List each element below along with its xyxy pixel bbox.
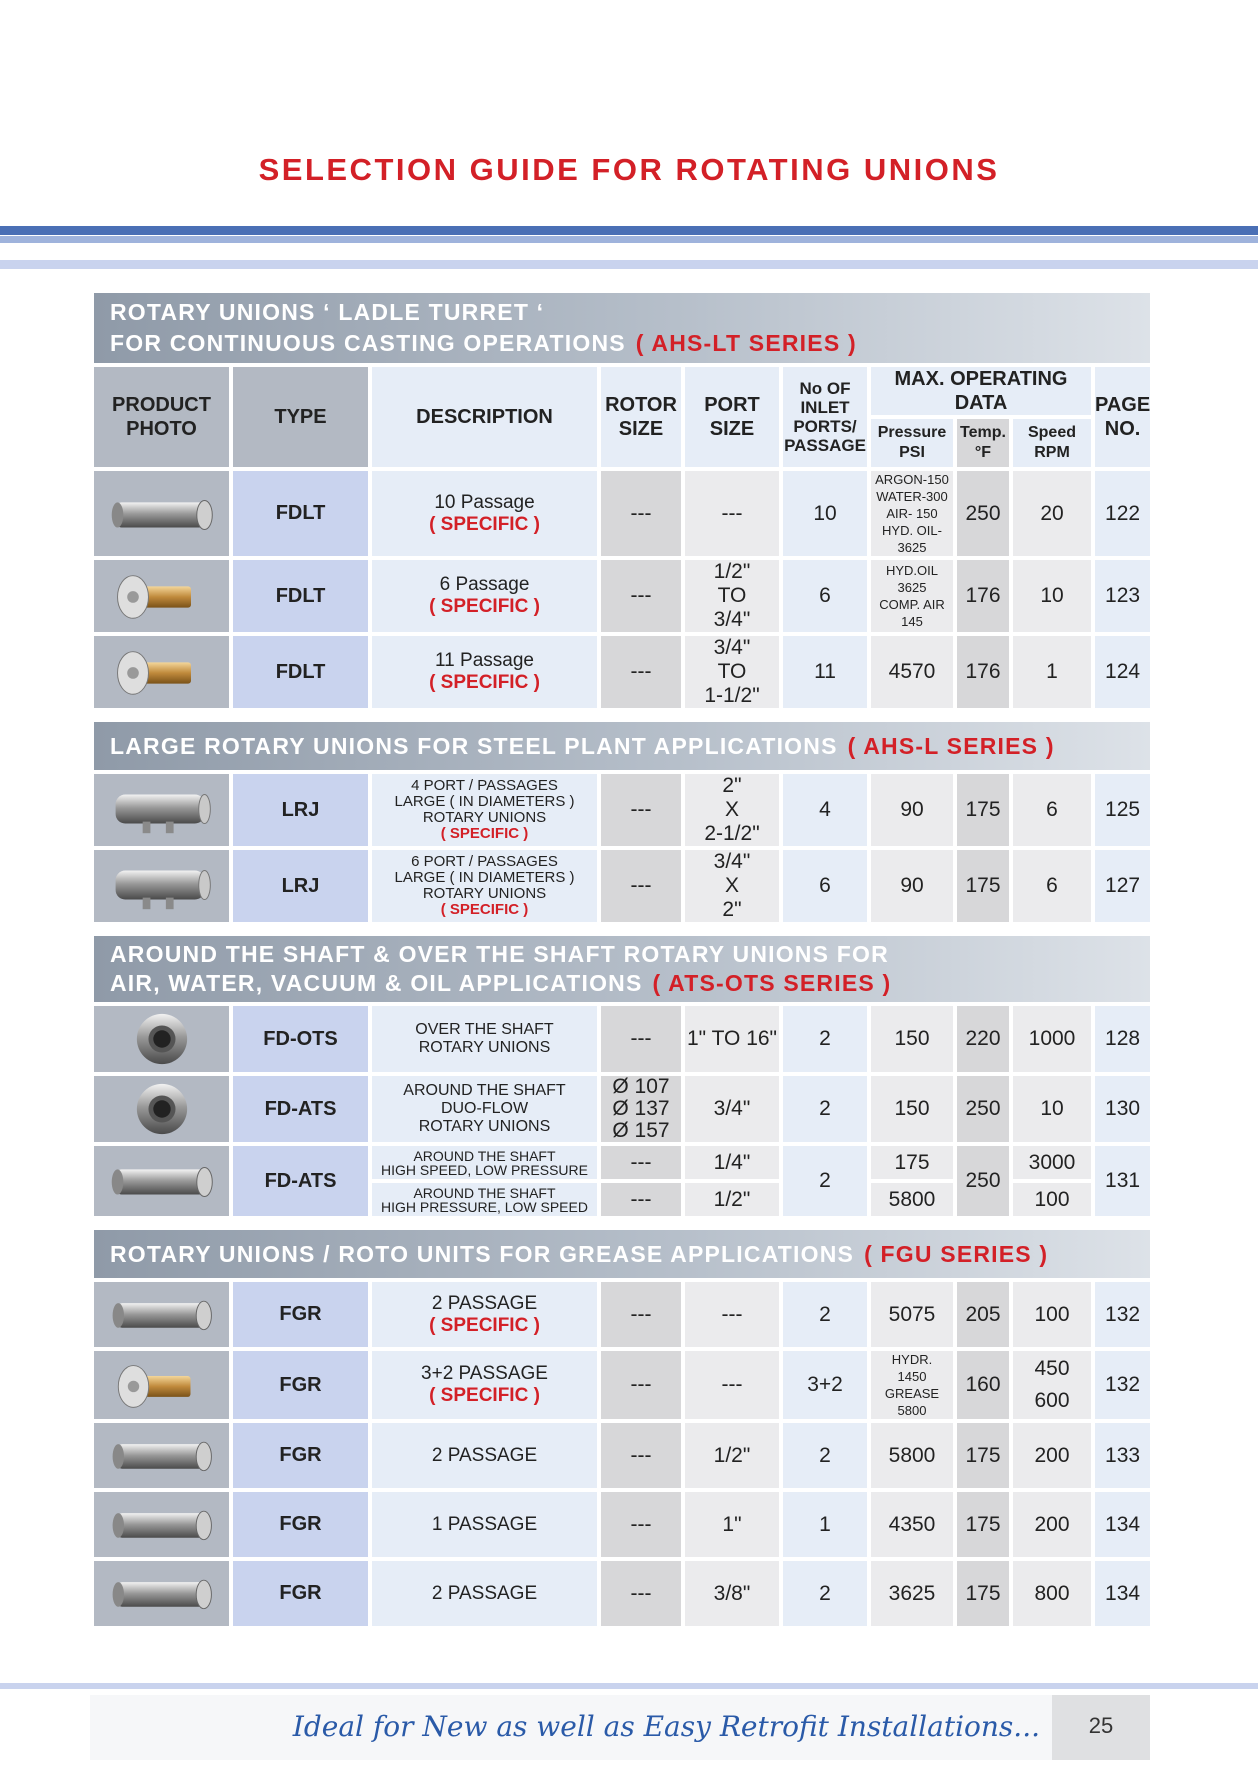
rotor-size-cell: --- [601,1183,681,1216]
port-size-cell [685,636,779,708]
port-size-cell: 1" [685,1492,779,1557]
section-header [94,722,1150,770]
product-image [103,1080,221,1138]
table-row [94,850,1150,922]
port-size-cell: --- [685,471,779,556]
pressure-cell [871,471,953,556]
speed-cell: 1000 [1013,1006,1091,1072]
section-spacer [94,712,1150,718]
rotor-size-cell: --- [601,1146,681,1179]
table-row [94,1351,1150,1419]
port-size-cell: --- [685,1351,779,1419]
description-text: 2 PASSAGE [431,1582,538,1604]
product-image [103,1496,221,1553]
around-the-shaft-duo-flow-photo [94,1076,229,1142]
pressure-cell: 175 [871,1146,953,1179]
cell-line: 2-1/2" [704,822,760,845]
section-title-line2: FOR CONTINUOUS CASTING OPERATIONS [110,330,626,356]
cell-line: HYD.OIL [885,563,938,578]
ladle-turret-union-10-passage-photo [94,471,229,556]
type-cell: FDLT [233,560,368,632]
rotor-size-cell: --- [601,636,681,708]
cell-line: TO [717,660,747,683]
speed-cell: 6 [1013,774,1091,846]
pressure-cell [871,560,953,632]
inlet-ports-cell: 4 [783,774,867,846]
page-no-cell: 124 [1095,636,1150,708]
description-note: ( SPECIFIC ) [429,1385,540,1406]
cell-line: OVER THE SHAFT [415,1021,554,1038]
description-note: ( SPECIFIC ) [440,825,529,842]
table-row [94,1423,1150,1488]
table-row [94,1006,1150,1072]
cell-line: 450 [1034,1357,1070,1380]
cell-line: LARGE ( IN DIAMETERS ) [394,793,575,810]
product-image [103,781,221,839]
temp-cell: 205 [957,1282,1009,1347]
inlet-ports-cell: 2 [783,1006,867,1072]
cell-line: GREASE [884,1386,940,1401]
speed-cell: 20 [1013,471,1091,556]
table-row [94,774,1150,846]
temp-cell: 250 [957,471,1009,556]
inlet-ports-cell: 11 [783,636,867,708]
pressure-cell: 150 [871,1076,953,1142]
section-series-label: ( AHS-L SERIES ) [847,732,1055,759]
cell-line: 1/2" [713,560,751,583]
type-cell: FGR [233,1492,368,1557]
temp-cell: 176 [957,560,1009,632]
temp-cell: 220 [957,1006,1009,1072]
product-image [103,1357,221,1414]
inlet-ports-cell: 6 [783,560,867,632]
page-no-cell: 132 [1095,1282,1150,1347]
page-no-cell: 134 [1095,1492,1150,1557]
pressure-cell: 4570 [871,636,953,708]
cell-line: HIGH SPEED, LOW PRESSURE [381,1161,588,1178]
description-cell [372,1561,597,1626]
temp-cell: 176 [957,636,1009,708]
pressure-cell: 90 [871,774,953,846]
port-size-cell [685,850,779,922]
cell-line: COMP. AIR [879,597,945,612]
speed-cell: 100 [1013,1183,1091,1216]
table-row [94,1076,1150,1142]
page-no-cell: 134 [1095,1561,1150,1626]
cell-line: 4 PORT / PASSAGES [411,777,558,794]
inlet-ports-cell: 2 [783,1282,867,1347]
description-cell [372,560,597,632]
cell-line: TO [717,584,747,607]
rotor-size-cell: --- [601,1492,681,1557]
cell-line: AIR- 150 [886,506,938,521]
cell-line: HIGH PRESSURE, LOW SPEED [381,1198,588,1215]
temp-cell: 250 [957,1076,1009,1142]
cell-line: 1-1/2" [704,684,760,707]
header-pressure: Pressure PSI [871,419,953,467]
type-cell: FGR [233,1423,368,1488]
pressure-cell: 5075 [871,1282,953,1347]
around-the-shaft-high-speed-photo [94,1146,229,1216]
port-size-cell [685,560,779,632]
cell-line: 145 [901,614,923,629]
type-cell: FD-ATS [233,1146,368,1216]
header-inlet-ports: No OF INLET PORTS/ PASSAGE [783,367,867,467]
speed-cell: 6 [1013,850,1091,922]
header-port-size: PORT SIZE [685,367,779,467]
cell-line: ARGON-150 [875,472,949,487]
page-title: SELECTION GUIDE FOR ROTATING UNIONS [258,152,1000,187]
cell-line: 5800 [897,1403,927,1418]
product-image [103,485,221,543]
rotor-size-cell: --- [601,1423,681,1488]
page-no-cell: 122 [1095,471,1150,556]
description-note: ( SPECIFIC ) [429,1314,540,1336]
description-cell [372,1423,597,1488]
inlet-ports-cell: 10 [783,471,867,556]
section-series-label: ( FGU SERIES ) [864,1240,1049,1267]
rotor-size-cell: --- [601,471,681,556]
pressure-cell: 5800 [871,1183,953,1216]
cell-line: Ø 107 [612,1075,670,1098]
product-image [103,1286,221,1343]
type-cell: LRJ [233,850,368,922]
rotor-size-cell [601,1076,681,1142]
page-no-cell: 133 [1095,1423,1150,1488]
inlet-ports-cell: 2 [783,1076,867,1142]
section-spacer [94,1220,1150,1226]
cell-line: 3/4" [713,850,751,873]
pressure-cell: 4350 [871,1492,953,1557]
port-size-cell: --- [685,1282,779,1347]
inlet-ports-cell: 2 [783,1423,867,1488]
pressure-cell: 150 [871,1006,953,1072]
over-the-shaft-union-photo [94,1006,229,1072]
section-header [94,936,1150,1002]
inlet-ports-cell: 6 [783,850,867,922]
section-title-line2: AIR, WATER, VACUUM & OIL APPLICATIONS [110,970,643,996]
cell-line: 2" [722,898,742,921]
description-text: 1 PASSAGE [431,1513,538,1535]
description-cell [372,1146,597,1179]
pressure-cell: 3625 [871,1561,953,1626]
port-size-cell: 1/2" [685,1423,779,1488]
section-title: ROTARY UNIONS / ROTO UNITS FOR GREASE APPLICATIONS [110,1240,855,1267]
cell-line: DUO-FLOW [440,1100,529,1117]
grease-union-2-passage-photo [94,1282,229,1347]
ladle-turret-union-6-passage-photo [94,560,229,632]
header-stripe-light [0,260,1258,269]
rotor-size-cell: --- [601,1351,681,1419]
table-row [94,1146,1150,1179]
port-size-cell: 1/2" [685,1183,779,1216]
table-row [94,560,1150,632]
cell-line: AROUND THE SHAFT [413,1184,556,1201]
inlet-ports-cell: 3+2 [783,1351,867,1419]
page-no-cell: 131 [1095,1146,1150,1216]
page-no-cell: 123 [1095,560,1150,632]
cell-line: ROTARY UNIONS [418,1118,551,1135]
description-text: 6 Passage [439,574,530,595]
type-cell: FGR [233,1282,368,1347]
header-type: TYPE [233,367,368,467]
type-cell: FDLT [233,471,368,556]
cell-line: X [724,874,739,897]
cell-line: ROTARY UNIONS [422,809,547,826]
product-image [103,1565,221,1622]
table-row [94,471,1150,556]
cell-line: 600 [1034,1389,1070,1412]
description-cell [372,1076,597,1142]
product-image [103,567,221,625]
speed-cell: 10 [1013,1076,1091,1142]
cell-line: LARGE ( IN DIAMETERS ) [394,869,575,886]
description-cell [372,1351,597,1419]
cell-line: 3/4" [713,608,751,631]
grease-union-1-passage-photo [94,1492,229,1557]
product-image [103,1152,221,1210]
description-cell [372,774,597,846]
table-row [94,1492,1150,1557]
description-text: 10 Passage [434,491,535,513]
header-rotor-size: ROTOR SIZE [601,367,681,467]
cell-line: Ø 137 [612,1097,670,1120]
type-cell: FDLT [233,636,368,708]
type-cell: LRJ [233,774,368,846]
page-number: 25 [1088,1713,1114,1738]
temp-cell: 175 [957,774,1009,846]
rotor-size-cell: --- [601,1561,681,1626]
footer-stripe [0,1683,1258,1689]
product-image [103,857,221,915]
header-stripe-dark [0,226,1258,235]
speed-cell: 3000 [1013,1146,1091,1179]
rotor-size-cell: --- [601,1282,681,1347]
inlet-ports-cell: 2 [783,1146,867,1216]
description-cell [372,471,597,556]
temp-cell: 250 [957,1146,1009,1216]
pressure-cell [871,1351,953,1419]
rotor-size-cell: --- [601,560,681,632]
section-spacer [94,926,1150,932]
type-cell: FD-ATS [233,1076,368,1142]
speed-cell: 100 [1013,1282,1091,1347]
cell-line: HYDR. [891,1352,933,1367]
product-image [103,1010,221,1068]
rotor-size-cell: --- [601,1006,681,1072]
description-cell [372,850,597,922]
description-text: 11 Passage [435,650,534,671]
section-header [94,1230,1150,1278]
cell-line: 1450 [897,1369,927,1384]
speed-cell: 10 [1013,560,1091,632]
description-note: ( SPECIFIC ) [440,901,529,918]
pressure-cell: 90 [871,850,953,922]
description-text: 3+2 PASSAGE [421,1363,548,1384]
large-rotary-union-6-port-photo [94,850,229,922]
cell-line: 2" [722,774,742,797]
header-product-photo: PRODUCT PHOTO [94,367,229,467]
cell-line: WATER-300 [876,489,948,504]
speed-cell: 1 [1013,636,1091,708]
temp-cell: 175 [957,1561,1009,1626]
temp-cell: 175 [957,850,1009,922]
section-title: AROUND THE SHAFT & OVER THE SHAFT ROTARY UNIONS FOR [110,941,889,967]
page-no-cell: 128 [1095,1006,1150,1072]
header-page-no: PAGE NO. [1095,367,1150,467]
port-size-cell: 3/8" [685,1561,779,1626]
cell-line: ROTARY UNIONS [422,885,547,902]
rotor-size-cell: --- [601,774,681,846]
section-title: LARGE ROTARY UNIONS FOR STEEL PLANT APPLICATIONS [110,732,838,759]
description-cell [372,1492,597,1557]
header-temp: Temp. °F [957,419,1009,467]
cell-line: HYD. OIL-3625 [882,523,942,555]
speed-cell [1013,1351,1091,1419]
section-series-label: ( ATS-OTS SERIES ) [652,970,892,996]
speed-cell: 200 [1013,1423,1091,1488]
selection-guide-table [90,289,1154,1630]
description-note: ( SPECIFIC ) [429,672,540,693]
grease-union-3-2-passage-photo [94,1351,229,1419]
page-no-cell: 132 [1095,1351,1150,1419]
rotor-size-cell: --- [601,850,681,922]
header-speed: Speed RPM [1013,419,1091,467]
type-cell: FGR [233,1351,368,1419]
description-cell [372,1183,597,1216]
section-title: ROTARY UNIONS ‘ LADLE TURRET ‘ [110,299,545,325]
cell-line: 6 PORT / PASSAGES [411,853,558,870]
cell-line: 3/4" [713,636,751,659]
ladle-turret-union-11-passage-photo [94,636,229,708]
product-image [103,1427,221,1484]
type-cell: FD-OTS [233,1006,368,1072]
description-cell [372,636,597,708]
product-image [103,643,221,701]
cell-line: ROTARY UNIONS [418,1039,551,1056]
type-cell: FGR [233,1561,368,1626]
cell-line: AROUND THE SHAFT [403,1082,566,1099]
inlet-ports-cell: 1 [783,1492,867,1557]
port-size-cell [685,774,779,846]
header-description: DESCRIPTION [372,367,597,467]
table-row [94,636,1150,708]
table-row [94,1561,1150,1626]
speed-cell: 800 [1013,1561,1091,1626]
temp-cell: 175 [957,1423,1009,1488]
port-size-cell: 1" TO 16" [685,1006,779,1072]
description-note: ( SPECIFIC ) [429,513,540,535]
header-stripe-mid [0,236,1258,243]
description-text: 2 PASSAGE [431,1292,538,1314]
port-size-cell: 3/4" [685,1076,779,1142]
section-header [94,293,1150,363]
temp-cell: 160 [957,1351,1009,1419]
table-row [94,1282,1150,1347]
cell-line: X [724,798,739,821]
large-rotary-union-4-port-photo [94,774,229,846]
section-series-label: ( AHS-LT SERIES ) [635,330,857,356]
speed-cell: 200 [1013,1492,1091,1557]
header-max-operating-data: MAX. OPERATING DATA [871,367,1091,415]
description-text: 2 PASSAGE [431,1444,538,1466]
page-no-cell: 127 [1095,850,1150,922]
inlet-ports-cell: 2 [783,1561,867,1626]
port-size-cell: 1/4" [685,1146,779,1179]
description-note: ( SPECIFIC ) [429,596,540,617]
page-no-cell: 130 [1095,1076,1150,1142]
temp-cell: 175 [957,1492,1009,1557]
pressure-cell: 5800 [871,1423,953,1488]
description-cell [372,1006,597,1072]
grease-union-small-photo [94,1423,229,1488]
grease-union-2-passage-b-photo [94,1561,229,1626]
footer-tagline: Ideal for New as well as Easy Retrofit Installations... [292,1710,1040,1743]
description-cell [372,1282,597,1347]
cell-line: 3625 [897,580,927,595]
cell-line: AROUND THE SHAFT [413,1147,556,1164]
cell-line: Ø 157 [612,1119,670,1142]
page-no-cell: 125 [1095,774,1150,846]
